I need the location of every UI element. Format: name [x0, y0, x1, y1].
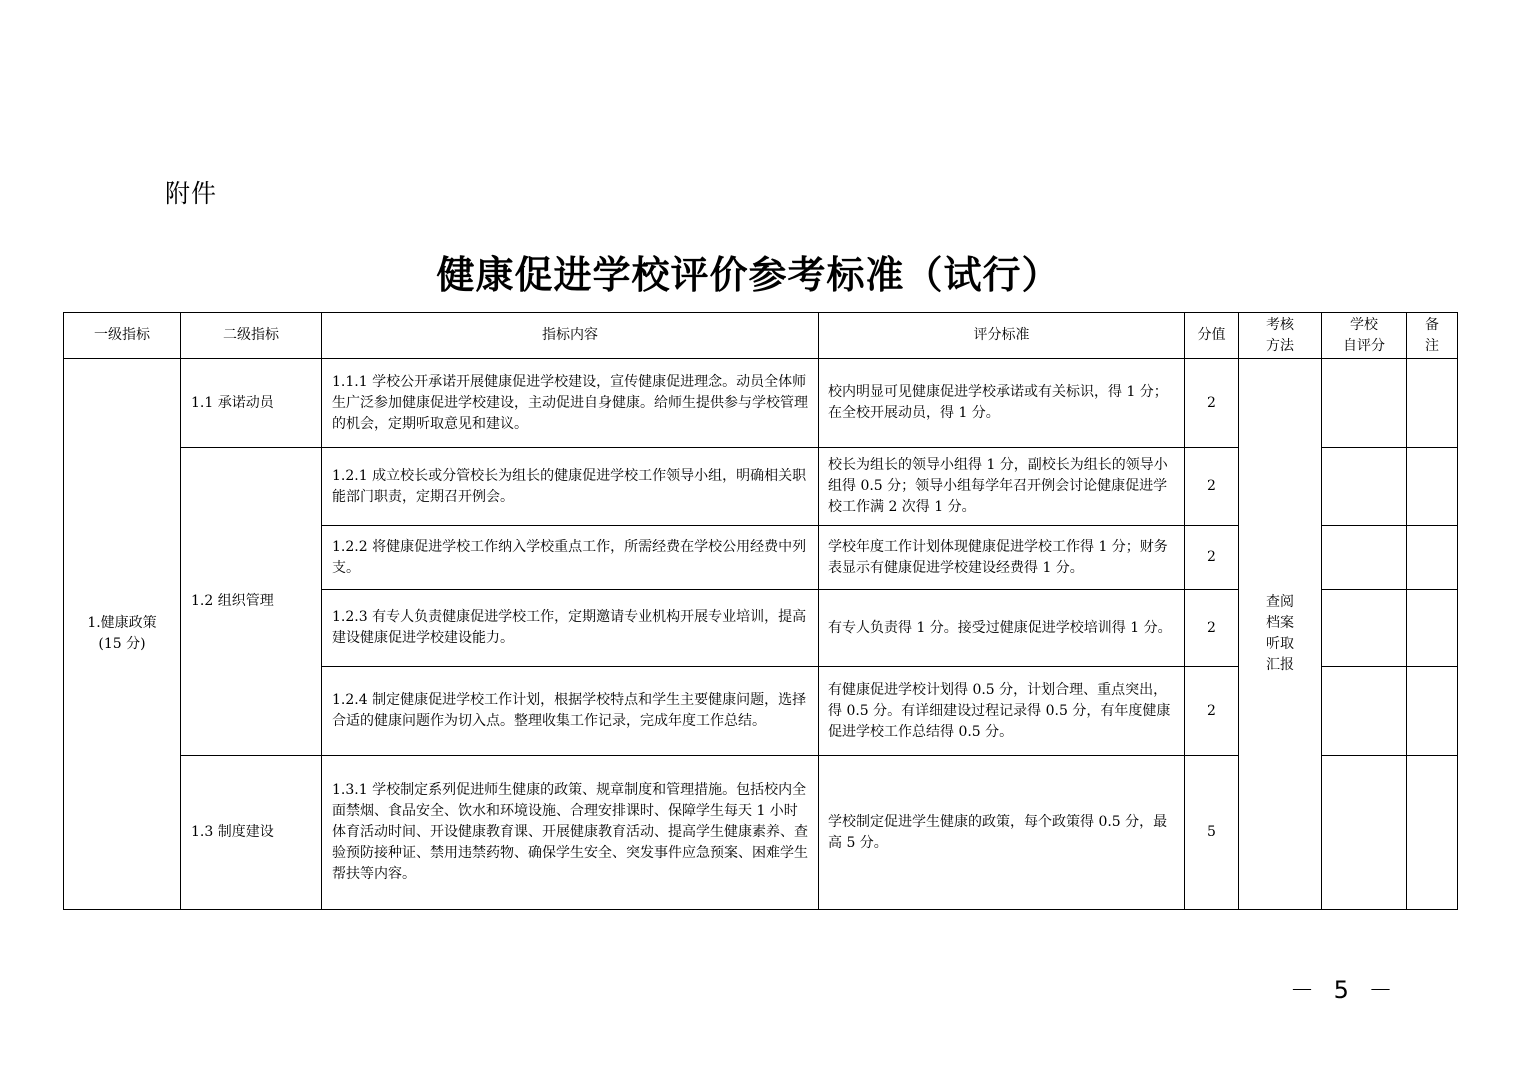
evaluation-table	[63, 312, 1458, 910]
note-cell[interactable]	[1407, 590, 1458, 667]
method-line: 查阅	[1266, 594, 1294, 610]
criteria-cell: 学校制定促进学生健康的政策，每个政策得 0.5 分，最高 5 分。	[819, 756, 1185, 910]
header-score: 分值	[1185, 313, 1239, 359]
content-cell: 1.3.1 学校制定系列促进师生健康的政策、规章制度和管理措施。包括校内全面禁烟、食品安全、饮水和环境设施、合理安排课时、保障学生每天 1 小时体育活动时间、开设健康教育课、开展健康教育活动、提高学生健康素养、查验预防接种证、禁用违禁药物、确保学生安全、突发事件应急预案、困难学生帮扶等内容。	[322, 756, 819, 910]
criteria-cell: 有专人负责得 1 分。接受过健康促进学校培训得 1 分。	[819, 590, 1185, 667]
attachment-label: 附件	[165, 179, 218, 208]
content-cell: 1.2.1 成立校长或分管校长为组长的健康促进学校工作领导小组，明确相关职能部门职责，定期召开例会。	[322, 448, 819, 526]
page-title: 健康促进学校评价参考标准（试行）	[436, 253, 1061, 297]
score-cell: 5	[1185, 756, 1239, 910]
level1-points: (15 分)	[98, 636, 146, 652]
header-method-line2: 方法	[1266, 337, 1294, 354]
header-method-line1: 考核	[1266, 316, 1294, 333]
header-level2: 二级指标	[181, 313, 322, 359]
content-cell: 1.2.2 将健康促进学校工作纳入学校重点工作，所需经费在学校公用经费中列支。	[322, 526, 819, 590]
criteria-cell: 校长为组长的领导小组得 1 分，副校长为组长的领导小组得 0.5 分；领导小组每学年召开例会讨论健康促进学校工作满 2 次得 1 分。	[819, 448, 1185, 526]
method-cell	[1239, 359, 1322, 910]
criteria-cell	[819, 359, 1185, 448]
self-score-cell[interactable]	[1322, 667, 1407, 756]
header-self-score	[1322, 313, 1407, 359]
note-cell[interactable]	[1407, 756, 1458, 910]
note-cell[interactable]	[1407, 667, 1458, 756]
note-cell[interactable]	[1407, 526, 1458, 590]
header-criteria: 评分标准	[819, 313, 1185, 359]
score-cell: 2	[1185, 448, 1239, 526]
header-level1: 一级指标	[64, 313, 181, 359]
self-score-cell[interactable]	[1322, 590, 1407, 667]
header-note	[1407, 313, 1458, 359]
score-cell: 2	[1185, 590, 1239, 667]
header-method	[1239, 313, 1322, 359]
header-content: 指标内容	[322, 313, 819, 359]
note-cell[interactable]	[1407, 448, 1458, 526]
level2-cell: 1.3 制度建设	[181, 756, 322, 910]
header-row	[64, 313, 1458, 359]
method-line: 听取	[1266, 636, 1294, 652]
page-number: － 5 －	[1290, 976, 1399, 1004]
level1-name: 1.健康政策	[87, 615, 157, 631]
content-cell: 1.2.4 制定健康促进学校工作计划，根据学校特点和学生主要健康问题，选择合适的健康问题作为切入点。整理收集工作记录，完成年度工作总结。	[322, 667, 819, 756]
header-note-line1: 备	[1425, 316, 1439, 333]
header-self-line2: 自评分	[1343, 337, 1385, 354]
content-cell: 1.2.3 有专人负责健康促进学校工作，定期邀请专业机构开展专业培训，提高建设健康促进学校建设能力。	[322, 590, 819, 667]
self-score-cell[interactable]	[1322, 756, 1407, 910]
criteria-cell: 有健康促进学校计划得 0.5 分，计划合理、重点突出，得 0.5 分。有详细建设过程记录得 0.5 分，有年度健康促进学校工作总结得 0.5 分。	[819, 667, 1185, 756]
self-score-cell[interactable]	[1322, 526, 1407, 590]
score-cell: 2	[1185, 359, 1239, 448]
table-row	[64, 359, 1458, 448]
score-cell: 2	[1185, 526, 1239, 590]
note-cell[interactable]	[1407, 359, 1458, 448]
method-line: 汇报	[1266, 657, 1294, 673]
level2-cell: 1.2 组织管理	[181, 448, 322, 756]
level2-cell: 1.1 承诺动员	[181, 359, 322, 448]
criteria-cell: 学校年度工作计划体现健康促进学校工作得 1 分；财务表显示有健康促进学校建设经费得 1 分。	[819, 526, 1185, 590]
score-cell: 2	[1185, 667, 1239, 756]
header-self-line1: 学校	[1350, 316, 1378, 333]
header-note-line2: 注	[1425, 337, 1439, 354]
method-line: 档案	[1266, 615, 1294, 631]
self-score-cell[interactable]	[1322, 448, 1407, 526]
content-cell: 1.1.1 学校公开承诺开展健康促进学校建设，宣传健康促进理念。动员全体师生广泛参加健康促进学校建设，主动促进自身健康。给师生提供参与学校管理的机会，定期听取意见和建议。	[322, 359, 819, 448]
level1-cell	[64, 359, 181, 910]
criteria-text: 校内明显可见健康促进学校承诺或有关标识，得 1 分； 在全校开展动员，得 1 分。	[828, 384, 1168, 421]
self-score-cell[interactable]	[1322, 359, 1407, 448]
